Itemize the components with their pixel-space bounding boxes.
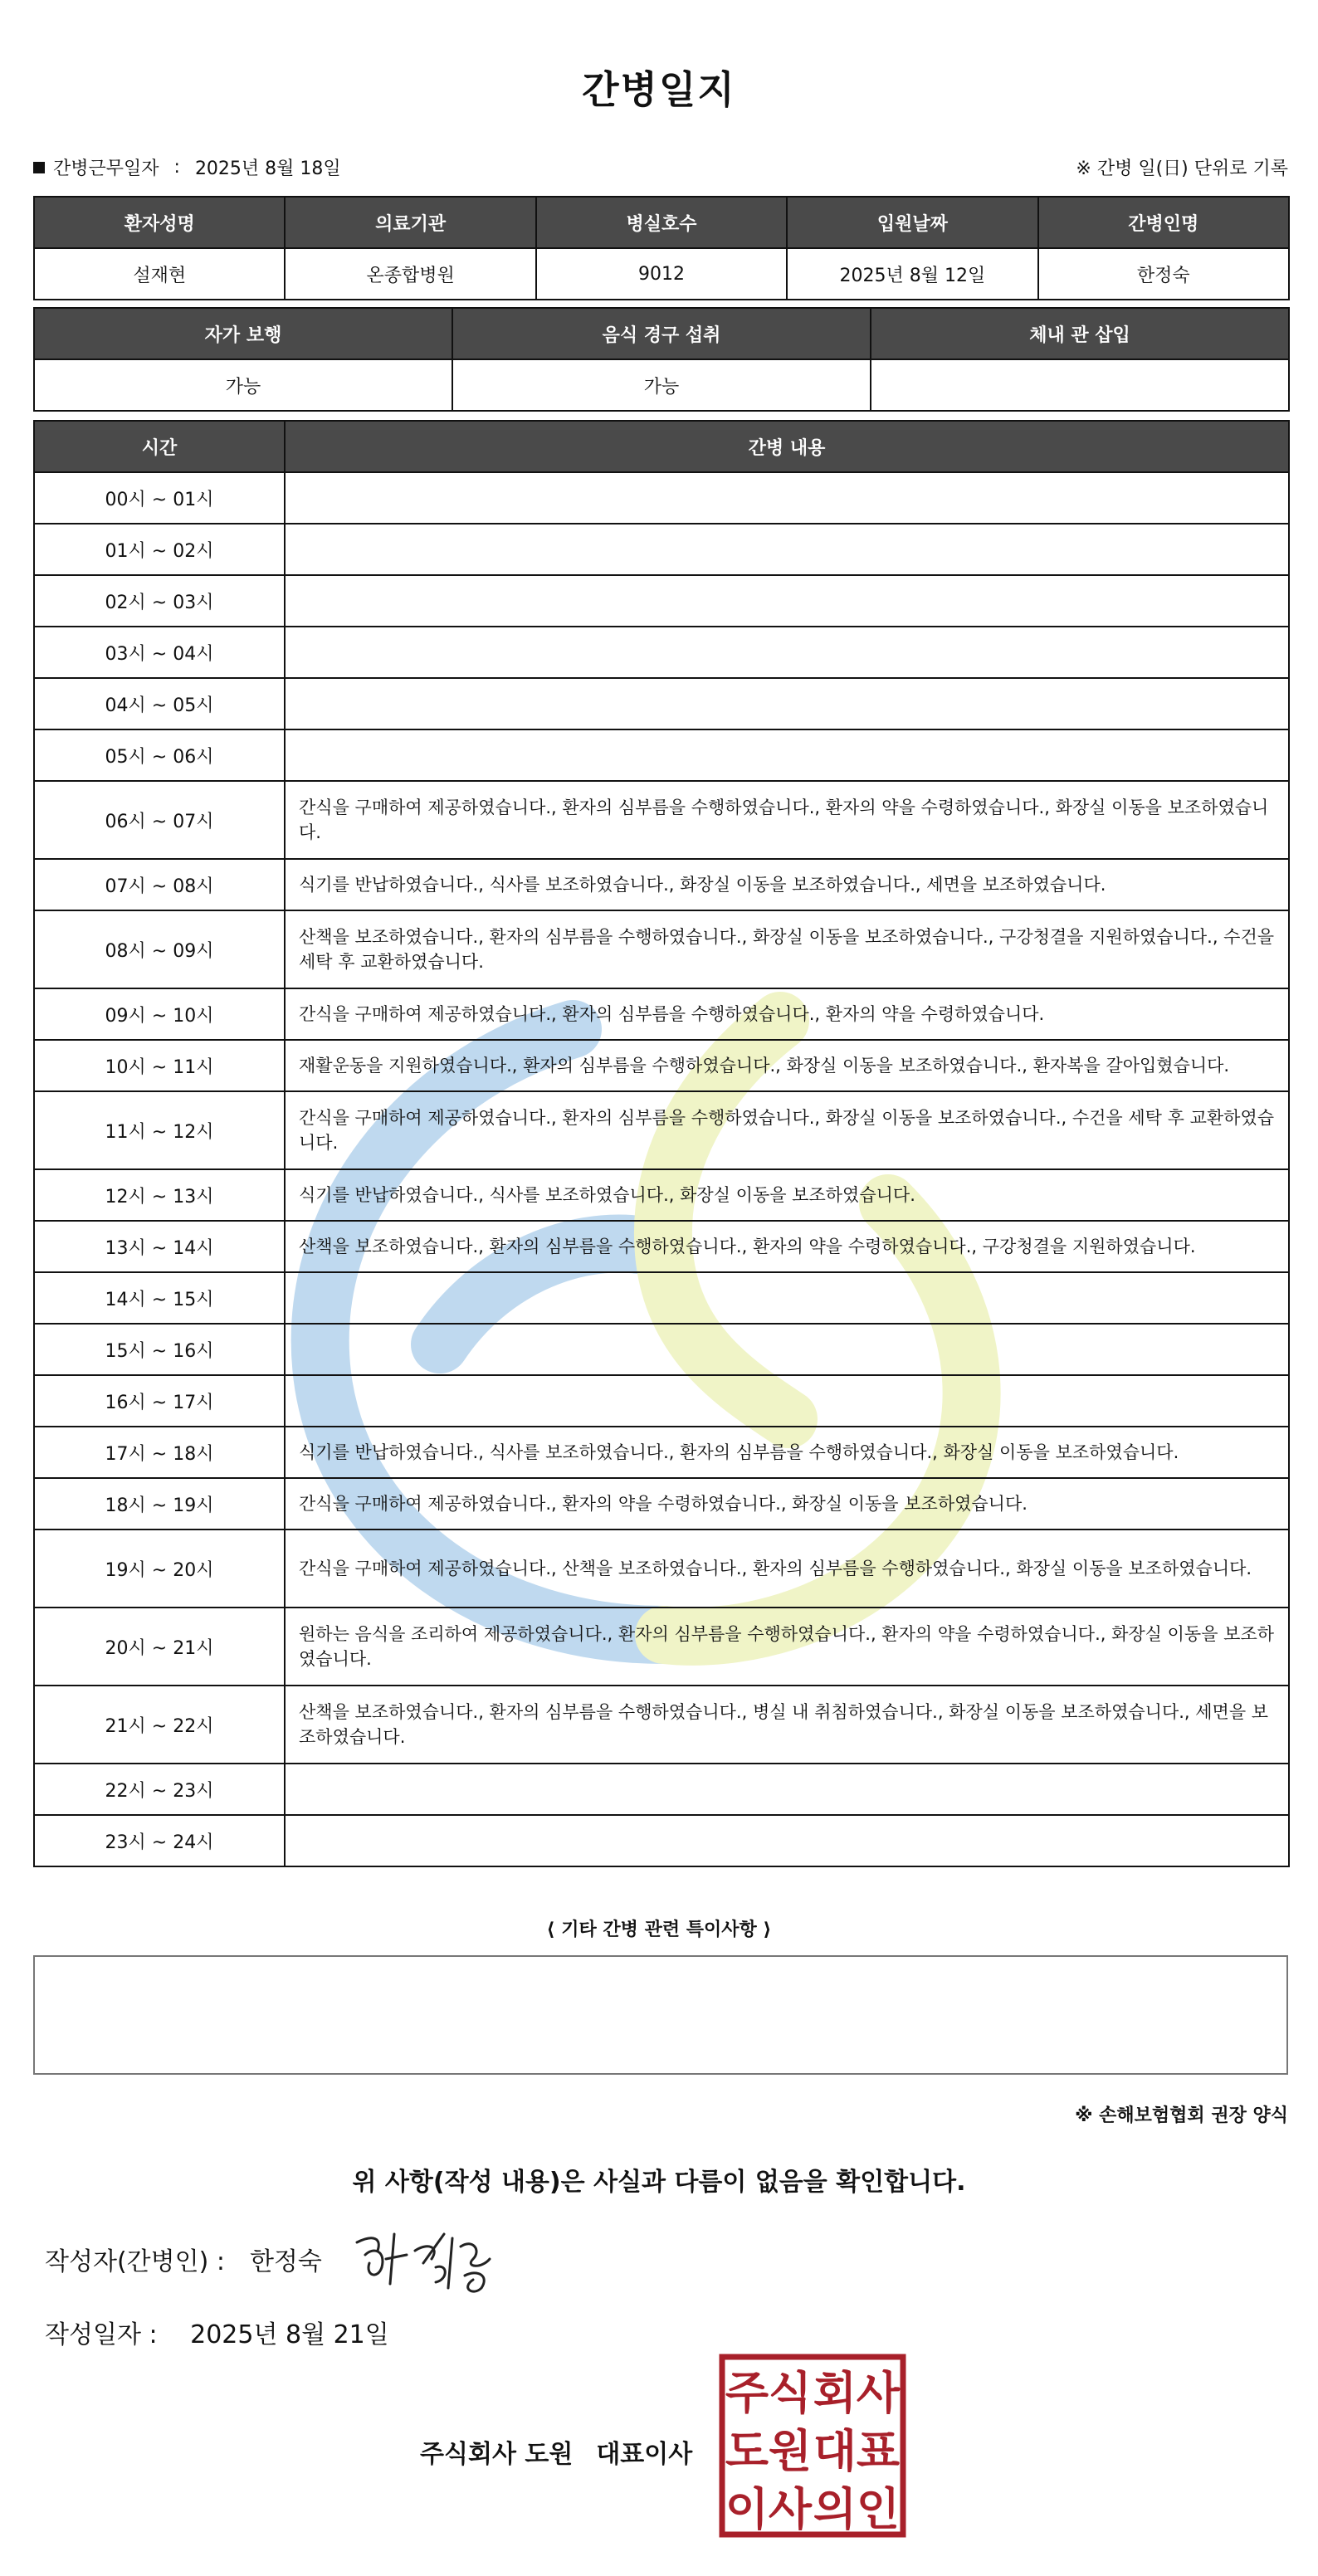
svg-text:식: 식 [768, 2367, 813, 2419]
notes-title: ⟨ 기타 간병 관련 특이사항 ⟩ [546, 1920, 772, 1940]
care-log-row [34, 524, 1289, 575]
care-log-row [34, 678, 1289, 729]
admission-date-header: 입원날짜 [787, 197, 1037, 248]
care-content-cell: 간식을 구매하여 제공하였습니다., 산책을 보조하였습니다., 환자의 심부름을 수행하였습니다., 화장실 이동을 보조하였습니다. [285, 1530, 1289, 1608]
care-content-cell [285, 472, 1289, 524]
care-log-row [34, 1375, 1289, 1427]
company-name: 주식회사 도원 [420, 2440, 574, 2469]
care-log-row [34, 1686, 1289, 1764]
written-date-line [45, 2314, 389, 2350]
care-content-cell: 산책을 보조하였습니다., 환자의 심부름을 수행하였습니다., 환자의 약을 수령하였습니다., 구강청결을 지원하였습니다. [285, 1221, 1289, 1272]
care-content-cell [285, 1764, 1289, 1815]
time-slot-cell: 06시 ~ 07시 [34, 781, 285, 859]
time-slot-cell: 23시 ~ 24시 [34, 1815, 285, 1866]
patient-status-value-row [34, 359, 1289, 411]
svg-text:인: 인 [856, 2483, 901, 2535]
time-header: 시간 [34, 421, 285, 472]
care-log-row [34, 1764, 1289, 1815]
care-log-row [34, 859, 1289, 910]
care-content-cell: 간식을 구매하여 제공하였습니다., 환자의 심부름을 수행하였습니다., 환자의 약을 수령하였습니다., 화장실 이동을 보조하였습니다. [285, 781, 1289, 859]
care-log-row [34, 627, 1289, 678]
care-content-cell [285, 729, 1289, 781]
care-log-row [34, 1091, 1289, 1169]
self-walking-value: 가능 [34, 359, 452, 411]
svg-text:사: 사 [856, 2367, 901, 2419]
notes-box [33, 1955, 1288, 2075]
caregiver-signature [349, 2217, 506, 2300]
care-content-cell [285, 1272, 1289, 1324]
time-slot-cell: 05시 ~ 06시 [34, 729, 285, 781]
patient-status-table [33, 307, 1290, 412]
time-slot-cell: 10시 ~ 11시 [34, 1040, 285, 1091]
caregiver-name-header: 간병인명 [1038, 197, 1289, 248]
care-content-cell: 간식을 구매하여 제공하였습니다., 환자의 약을 수령하였습니다., 화장실 이동을 보조하였습니다. [285, 1478, 1289, 1530]
care-log-row [34, 1478, 1289, 1530]
work-date [33, 154, 341, 180]
work-date-value: 2025년 8월 18일 [194, 159, 341, 179]
time-slot-cell: 22시 ~ 23시 [34, 1764, 285, 1815]
hospital-header: 의료기관 [285, 197, 535, 248]
tube-insertion-value [871, 359, 1289, 411]
care-log-row [34, 910, 1289, 988]
square-bullet-icon [33, 162, 45, 173]
time-slot-cell: 12시 ~ 13시 [34, 1169, 285, 1221]
room-number-value: 9012 [536, 248, 787, 300]
svg-text:표: 표 [856, 2425, 901, 2477]
self-walking-header: 자가 보행 [34, 308, 452, 359]
care-content-cell [285, 524, 1289, 575]
care-log-row [34, 1272, 1289, 1324]
care-log-row [34, 1608, 1289, 1686]
care-log-row [34, 1040, 1289, 1091]
time-slot-cell: 18시 ~ 19시 [34, 1478, 285, 1530]
patient-info-table [33, 196, 1290, 300]
recommendation-note: ※ 손해보험협회 권장 양식 [1075, 2105, 1288, 2126]
time-slot-cell: 07시 ~ 08시 [34, 859, 285, 910]
care-content-cell: 식기를 반납하였습니다., 식사를 보조하였습니다., 화장실 이동을 보조하였습니다., 세면을 보조하였습니다. [285, 859, 1289, 910]
written-date-value: 2025년 8월 21일 [190, 2320, 389, 2349]
care-content-cell: 원하는 음식을 조리하여 제공하였습니다., 환자의 심부름을 수행하였습니다., 환자의 약을 수령하였습니다., 화장실 이동을 보조하였습니다. [285, 1608, 1289, 1686]
care-content-cell: 간식을 구매하여 제공하였습니다., 환자의 심부름을 수행하였습니다., 환자의 약을 수령하였습니다. [285, 988, 1289, 1040]
time-slot-cell: 14시 ~ 15시 [34, 1272, 285, 1324]
time-slot-cell: 08시 ~ 09시 [34, 910, 285, 988]
time-slot-cell: 03시 ~ 04시 [34, 627, 285, 678]
care-content-cell [285, 627, 1289, 678]
time-slot-cell: 00시 ~ 01시 [34, 472, 285, 524]
time-slot-cell: 16시 ~ 17시 [34, 1375, 285, 1427]
time-slot-cell: 21시 ~ 22시 [34, 1686, 285, 1764]
care-log-body [34, 472, 1289, 1866]
care-content-cell: 식기를 반납하였습니다., 식사를 보조하였습니다., 환자의 심부름을 수행하였습니다., 화장실 이동을 보조하였습니다. [285, 1427, 1289, 1478]
svg-text:도: 도 [725, 2425, 769, 2477]
time-slot-cell: 09시 ~ 10시 [34, 988, 285, 1040]
care-content-cell [285, 1815, 1289, 1866]
care-log-row [34, 1169, 1289, 1221]
writer-label: 작성자(간병인) : [45, 2247, 225, 2276]
care-log-row [34, 1530, 1289, 1608]
care-content-cell [285, 575, 1289, 627]
hospital-value: 온종합병원 [285, 248, 535, 300]
care-log-row [34, 472, 1289, 524]
svg-text:원: 원 [768, 2425, 813, 2477]
oral-intake-header: 음식 경구 섭취 [452, 308, 871, 359]
patient-info-header-row [34, 197, 1289, 248]
care-content-cell: 산책을 보조하였습니다., 환자의 심부름을 수행하였습니다., 병실 내 취침하였습니다., 화장실 이동을 보조하였습니다., 세면을 보조하였습니다. [285, 1686, 1289, 1764]
care-content-cell [285, 1324, 1289, 1375]
care-content-header: 간병 내용 [285, 421, 1289, 472]
company-seal-stamp [719, 2354, 906, 2538]
care-content-cell: 식기를 반납하였습니다., 식사를 보조하였습니다., 화장실 이동을 보조하였습니다. [285, 1169, 1289, 1221]
care-content-cell: 산책을 보조하였습니다., 환자의 심부름을 수행하였습니다., 화장실 이동을 보조하였습니다., 구강청결을 지원하였습니다., 수건을 세탁 후 교환하였습니다. [285, 910, 1289, 988]
svg-text:의: 의 [813, 2483, 857, 2535]
time-slot-cell: 11시 ~ 12시 [34, 1091, 285, 1169]
care-log-row [34, 1324, 1289, 1375]
time-slot-cell: 01시 ~ 02시 [34, 524, 285, 575]
care-log-header-row [34, 421, 1289, 472]
writer-name: 한정숙 [249, 2247, 322, 2276]
tube-insertion-header: 체내 관 삽입 [871, 308, 1289, 359]
time-slot-cell: 19시 ~ 20시 [34, 1530, 285, 1608]
svg-text:사: 사 [768, 2483, 813, 2535]
svg-text:회: 회 [813, 2367, 857, 2419]
care-log-row [34, 1221, 1289, 1272]
time-slot-cell: 13시 ~ 14시 [34, 1221, 285, 1272]
work-date-row [33, 154, 1288, 184]
care-log-row [34, 781, 1289, 859]
caregiver-name-value: 한정숙 [1038, 248, 1289, 300]
writer-line [45, 2241, 322, 2277]
care-log-table [33, 420, 1290, 1867]
svg-text:대: 대 [813, 2425, 857, 2477]
care-log-row [34, 988, 1289, 1040]
time-slot-cell: 15시 ~ 16시 [34, 1324, 285, 1375]
patient-name-header: 환자성명 [34, 197, 285, 248]
work-date-separator: : [173, 157, 180, 178]
care-content-cell [285, 1375, 1289, 1427]
care-log-row [34, 729, 1289, 781]
svg-text:주: 주 [725, 2367, 769, 2419]
patient-name-value: 설재현 [34, 248, 285, 300]
oral-intake-value: 가능 [452, 359, 871, 411]
care-log-row [34, 575, 1289, 627]
svg-text:이: 이 [725, 2483, 769, 2535]
time-slot-cell: 17시 ~ 18시 [34, 1427, 285, 1478]
time-slot-cell: 02시 ~ 03시 [34, 575, 285, 627]
care-log-row [34, 1427, 1289, 1478]
company-line [420, 2433, 692, 2470]
patient-info-value-row [34, 248, 1289, 300]
care-log-row [34, 1815, 1289, 1866]
time-slot-cell: 20시 ~ 21시 [34, 1608, 285, 1686]
patient-status-header-row [34, 308, 1289, 359]
care-content-cell [285, 678, 1289, 729]
written-date-label: 작성일자 : [45, 2320, 158, 2349]
time-slot-cell: 04시 ~ 05시 [34, 678, 285, 729]
work-date-label: 간병근무일자 [53, 159, 159, 179]
care-content-cell: 재활운동을 지원하였습니다., 환자의 심부름을 수행하였습니다., 화장실 이동을 보조하였습니다., 환자복을 갈아입혔습니다. [285, 1040, 1289, 1091]
room-number-header: 병실호수 [536, 197, 787, 248]
ceo-title: 대표이사 [596, 2440, 693, 2469]
unit-note: ※ 간병 일(日) 단위로 기록 [1076, 159, 1288, 179]
page-title: 간병일지 [582, 67, 736, 112]
confirmation-statement: 위 사항(작성 내용)은 사실과 다름이 없음을 확인합니다. [352, 2168, 966, 2197]
admission-date-value: 2025년 8월 12일 [787, 248, 1037, 300]
care-content-cell: 간식을 구매하여 제공하였습니다., 환자의 심부름을 수행하였습니다., 화장실 이동을 보조하였습니다., 수건을 세탁 후 교환하였습니다. [285, 1091, 1289, 1169]
